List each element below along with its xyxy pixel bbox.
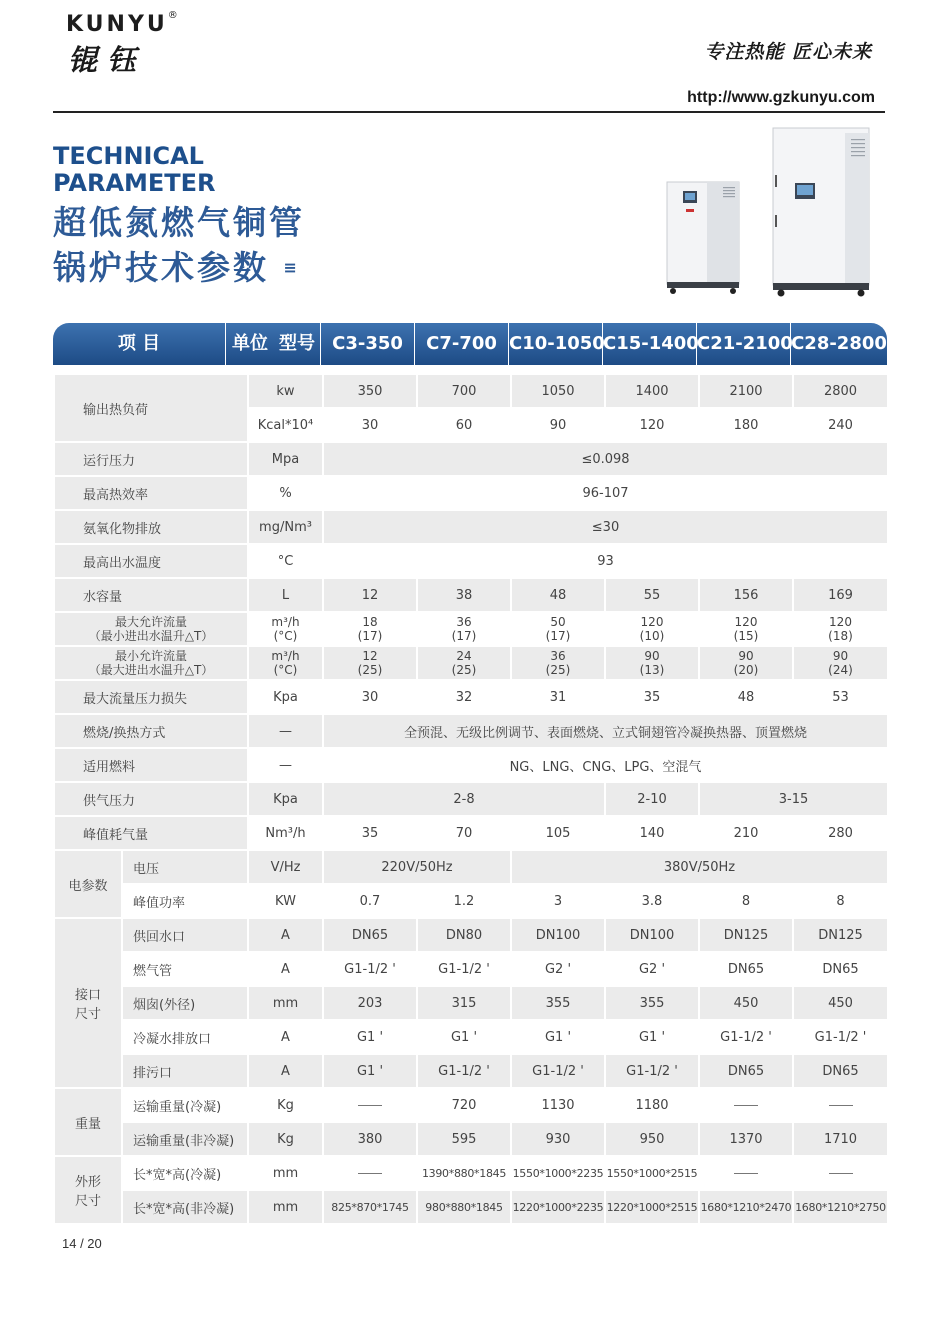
value-cell [511,612,605,646]
value-cell: DN65 [699,1054,793,1088]
title-en-line2: PARAMETER [53,169,216,197]
unit-cell: mm [248,1190,323,1224]
header-c21: C21-2100 [697,323,791,365]
value-cell: G1 ' [605,1020,699,1054]
value-cell: 93 [323,544,888,578]
table-row [54,782,888,816]
value-cell: 1220*1000*2515 [605,1190,699,1224]
title-mark: ≡ [283,258,300,277]
title-chinese [53,200,305,290]
value-cell: 595 [417,1122,511,1156]
boiler-product-image [655,125,885,300]
table-row [54,612,888,646]
company-logo [66,10,216,77]
table-row [54,1190,888,1224]
table-row [54,884,888,918]
unit-cell: V/Hz [248,850,323,884]
value-cell: DN65 [699,952,793,986]
value-cell: 53 [793,680,888,714]
row-label: 运输重量(非冷凝) [122,1122,248,1156]
unit-cell: mm [248,986,323,1020]
table-row [54,646,888,680]
value-cell [323,646,417,680]
table-row [54,510,888,544]
value-line2: (17) [545,629,571,643]
value-cell: 220V/50Hz [323,850,511,884]
value-cell: DN100 [511,918,605,952]
value-cell: G1-1/2 ' [605,1054,699,1088]
table-header [53,323,887,365]
value-cell: 180 [699,408,793,442]
value-cell: 930 [511,1122,605,1156]
value-cell: 280 [793,816,888,850]
value-cell: 48 [699,680,793,714]
table-row [54,986,888,1020]
dash-mark [734,1173,758,1174]
row-label: 适用燃料 [54,748,248,782]
value-cell: 3.8 [605,884,699,918]
value-cell: 169 [793,578,888,612]
table-row [54,1156,888,1190]
row-label: 电压 [122,850,248,884]
value-line2: (25) [357,663,383,677]
value-cell: G1-1/2 ' [699,1020,793,1054]
table-row [54,1122,888,1156]
value-line1: 36 [550,649,566,663]
group-label-line2: 尺寸 [74,1007,101,1022]
table-row [54,714,888,748]
value-line2: (25) [451,663,477,677]
value-cell: 3-15 [699,782,888,816]
value-cell: 450 [793,986,888,1020]
unit-cell: A [248,1020,323,1054]
header-c15: C15-1400 [603,323,697,365]
row-label-line2: （最大进出水温升△T） [88,663,214,677]
logo-english: KUNYU [66,12,168,37]
group-label [54,1156,122,1224]
value-cell: 70 [417,816,511,850]
value-cell: 8 [699,884,793,918]
value-cell: G1-1/2 ' [417,1054,511,1088]
value-cell: 380 [323,1122,417,1156]
unit-cell: A [248,952,323,986]
value-cell: 0.7 [323,884,417,918]
logo-chinese: 锟钰 [68,43,147,77]
unit-cell: L [248,578,323,612]
header-c7: C7-700 [415,323,509,365]
value-cell [699,1156,793,1190]
value-cell: 720 [417,1088,511,1122]
unit-cell: mg/Nm³ [248,510,323,544]
value-cell: 90 [511,408,605,442]
table-row [54,1088,888,1122]
page-number: 14 / 20 [62,1236,102,1251]
value-cell: 35 [605,680,699,714]
value-cell: 700 [417,374,511,408]
value-cell: G1-1/2 ' [417,952,511,986]
value-cell: 55 [605,578,699,612]
value-line2: (13) [639,663,665,677]
value-line1: 120 [640,615,664,629]
header-c3: C3-350 [321,323,415,365]
row-label: 长*宽*高(非冷凝) [122,1190,248,1224]
value-cell: 全预混、无级比例调节、表面燃烧、立式铜翅管冷凝换热器、顶置燃烧 [323,714,888,748]
value-cell: 980*880*1845 [417,1190,511,1224]
table-row [54,476,888,510]
dash-mark [358,1173,382,1174]
value-cell: 156 [699,578,793,612]
table-row [54,952,888,986]
value-cell [605,612,699,646]
value-cell: 315 [417,986,511,1020]
group-label: 重量 [54,1088,122,1156]
value-cell: 2800 [793,374,888,408]
unit-cell [248,646,323,680]
value-cell: 60 [417,408,511,442]
value-cell: 240 [793,408,888,442]
unit-cell: Kpa [248,680,323,714]
header-unit: 单位 [232,333,268,354]
table-row [54,816,888,850]
value-cell: 38 [417,578,511,612]
parameter-table [53,373,889,1225]
value-line1: 12 [362,649,378,663]
value-cell: DN100 [605,918,699,952]
value-cell: 950 [605,1122,699,1156]
value-cell: 355 [511,986,605,1020]
value-cell [793,612,888,646]
value-cell: 140 [605,816,699,850]
value-cell [417,646,511,680]
value-cell [699,1088,793,1122]
value-cell [793,646,888,680]
header-c28: C28-2800 [791,333,887,354]
row-label: 氨氧化物排放 [54,510,248,544]
small-boiler [667,182,739,294]
value-cell: 96-107 [323,476,888,510]
value-cell: G2 ' [511,952,605,986]
value-cell: DN125 [793,918,888,952]
registered-mark: ® [167,10,178,21]
table-row [54,1054,888,1088]
value-line1: 36 [456,615,472,629]
header-c10: C10-1050 [509,323,603,365]
value-cell [699,612,793,646]
row-label-line1: 最小允许流量 [114,649,187,663]
value-cell: 1370 [699,1122,793,1156]
value-line1: 90 [738,649,754,663]
unit-cell: Kcal*10⁴ [248,408,323,442]
value-cell: 350 [323,374,417,408]
value-cell: 2100 [699,374,793,408]
row-label [54,612,248,646]
value-cell [793,1156,888,1190]
value-cell [793,1088,888,1122]
group-label-line2: 尺寸 [74,1194,101,1209]
value-line1: 18 [362,615,378,629]
group-label [54,918,122,1088]
unit-cell: mm [248,1156,323,1190]
value-line2: (18) [828,629,853,643]
value-cell [605,646,699,680]
value-cell: 203 [323,986,417,1020]
unit-cell: Nm³/h [248,816,323,850]
row-label: 供回水口 [122,918,248,952]
value-cell: 30 [323,680,417,714]
unit-cell: KW [248,884,323,918]
value-cell [699,646,793,680]
unit-cell: — [248,748,323,782]
value-cell: 1390*880*1845 [417,1156,511,1190]
value-cell: G1-1/2 ' [323,952,417,986]
row-label-line2: （最小进出水温升△T） [88,629,214,643]
unit-cell: A [248,1054,323,1088]
value-cell: 380V/50Hz [511,850,888,884]
header-divider [53,111,885,113]
table-row [54,374,888,408]
value-cell [323,1156,417,1190]
value-cell: NG、LNG、CNG、LPG、空混气 [323,748,888,782]
value-cell: 1050 [511,374,605,408]
value-cell: 1220*1000*2235 [511,1190,605,1224]
row-label: 燃烧/换热方式 [54,714,248,748]
value-cell: ≤30 [323,510,888,544]
value-cell [511,646,605,680]
value-cell: G1 ' [323,1054,417,1088]
unit-line2: (°C) [273,629,298,643]
value-cell: 1680*1210*2750 [793,1190,888,1224]
value-cell: 120 [605,408,699,442]
group-label: 电参数 [54,850,122,918]
value-line1: 90 [832,649,849,663]
row-label: 运输重量(冷凝) [122,1088,248,1122]
row-label: 最高出水温度 [54,544,248,578]
unit-line1: m³/h [271,615,300,629]
value-cell: DN65 [323,918,417,952]
title-cn-line2: 锅炉技术参数 [53,248,269,287]
value-cell: ≤0.098 [323,442,888,476]
value-line1: 50 [550,615,566,629]
value-cell [323,612,417,646]
value-line2: (20) [733,663,759,677]
dash-mark [829,1105,853,1106]
value-cell: 1710 [793,1122,888,1156]
value-cell: 2-8 [323,782,605,816]
value-cell: G1 ' [417,1020,511,1054]
value-cell: 48 [511,578,605,612]
value-cell: 35 [323,816,417,850]
unit-cell: Kg [248,1088,323,1122]
value-cell: 1550*1000*2235 [511,1156,605,1190]
value-cell: G1 ' [323,1020,417,1054]
value-cell: 210 [699,816,793,850]
table-row [54,748,888,782]
row-label: 最高热效率 [54,476,248,510]
dash-mark [734,1105,758,1106]
value-cell [417,612,511,646]
table-row [54,918,888,952]
row-label: 水容量 [54,578,248,612]
row-label: 峰值耗气量 [54,816,248,850]
value-cell: G2 ' [605,952,699,986]
value-cell: 1.2 [417,884,511,918]
value-cell: G1-1/2 ' [793,1020,888,1054]
header-model: 型号 [274,323,321,365]
value-line2: (25) [545,663,571,677]
unit-cell: Kg [248,1122,323,1156]
unit-cell: kw [248,374,323,408]
unit-cell: — [248,714,323,748]
dash-mark [358,1105,382,1106]
value-line2: (15) [733,629,759,643]
value-cell: G1-1/2 ' [511,1054,605,1088]
value-cell: 105 [511,816,605,850]
value-cell: DN80 [417,918,511,952]
row-label: 峰值功率 [122,884,248,918]
unit-line2: (°C) [273,663,298,677]
unit-cell [248,612,323,646]
header-item: 项 目 [53,323,226,365]
table-row [54,442,888,476]
value-cell: 8 [793,884,888,918]
value-cell: 30 [323,408,417,442]
value-cell: 355 [605,986,699,1020]
value-cell [323,1088,417,1122]
row-label [54,646,248,680]
value-cell: DN65 [793,952,888,986]
unit-cell: % [248,476,323,510]
table-row [54,680,888,714]
row-label: 冷凝水排放口 [122,1020,248,1054]
title-en-line1: TECHNICAL [53,142,204,170]
table-row [54,544,888,578]
value-cell: 1680*1210*2470 [699,1190,793,1224]
value-cell: 1550*1000*2515 [605,1156,699,1190]
value-line2: (10) [639,629,665,643]
value-cell: 2-10 [605,782,699,816]
row-label-line1: 最大允许流量 [114,615,187,629]
group-label-line1: 接口 [74,988,101,1003]
value-cell: 3 [511,884,605,918]
value-line2: (17) [451,629,477,643]
title-english [53,143,216,197]
dash-mark [829,1173,853,1174]
value-cell: 1400 [605,374,699,408]
unit-line1: m³/h [271,649,300,663]
value-cell: 31 [511,680,605,714]
unit-cell: Kpa [248,782,323,816]
value-cell: G1 ' [511,1020,605,1054]
unit-cell: °C [248,544,323,578]
unit-cell: A [248,918,323,952]
row-label: 运行压力 [54,442,248,476]
table-row [54,578,888,612]
value-line1: 90 [644,649,660,663]
row-label: 最大流量压力损失 [54,680,248,714]
group-label-line1: 外形 [74,1175,101,1190]
value-cell: 32 [417,680,511,714]
row-label: 输出热负荷 [54,374,248,442]
unit-cell: Mpa [248,442,323,476]
row-label: 长*宽*高(冷凝) [122,1156,248,1190]
value-cell: DN125 [699,918,793,952]
value-cell: 450 [699,986,793,1020]
value-line1: 24 [456,649,472,663]
value-cell: 12 [323,578,417,612]
table-row [54,850,888,884]
website-url[interactable]: http://www.gzkunyu.com [687,89,875,106]
value-cell: 1180 [605,1088,699,1122]
table-row [54,1020,888,1054]
row-label: 烟囱(外径) [122,986,248,1020]
value-line1: 120 [829,615,852,629]
title-cn-line1: 超低氮燃气铜管 [53,203,305,242]
row-label: 燃气管 [122,952,248,986]
value-cell: 1130 [511,1088,605,1122]
row-label: 排污口 [122,1054,248,1088]
slogan: 专注热能 匠心未来 [704,41,872,63]
value-cell: DN65 [793,1054,888,1088]
value-line2: (17) [357,629,383,643]
value-line1: 120 [734,615,758,629]
row-label: 供气压力 [54,782,248,816]
value-line2: (24) [828,663,853,677]
large-boiler [773,128,869,297]
value-cell: 825*870*1745 [323,1190,417,1224]
